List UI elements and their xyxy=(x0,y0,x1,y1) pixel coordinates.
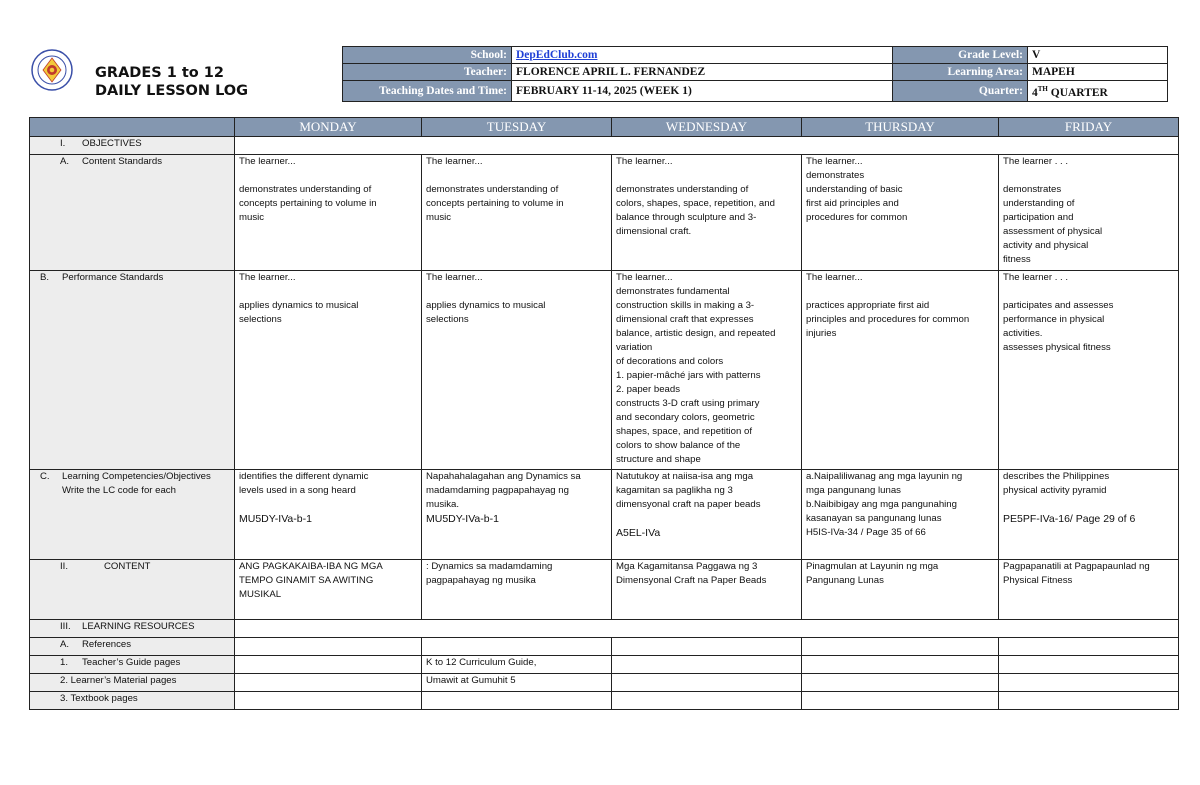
cell-line: identifies the different dynamic xyxy=(239,471,369,482)
cell-line: constructs 3-D craft using primary xyxy=(616,398,760,409)
cell-line: The learner... xyxy=(239,156,296,167)
grade-level-value: V xyxy=(1028,47,1168,64)
cell-line: participates and assesses xyxy=(1003,300,1114,311)
quarter-suffix: TH xyxy=(1037,85,1048,93)
grade-level-label: Grade Level: xyxy=(893,47,1028,64)
cell-line: TEMPO GINAMIT SA AWITING xyxy=(239,575,374,586)
cell xyxy=(422,155,612,271)
cell-line: Natutukoy at naiisa-isa ang mga xyxy=(616,471,754,482)
cell-line: procedures for common xyxy=(806,212,908,223)
objectives-label: I. OBJECTIVES xyxy=(30,137,235,155)
cell-line: shapes, space, and repetition of xyxy=(616,426,753,437)
cell xyxy=(999,674,1179,692)
cell-line: 1. papier-mâché jars with patterns xyxy=(616,370,761,381)
learning-resources-span-cell xyxy=(235,620,1179,638)
cell-line: selections xyxy=(426,314,469,325)
cell-line: ANG PAGKAKAIBA-IBA NG MGA xyxy=(239,561,383,572)
cell-line: The learner... xyxy=(239,272,296,283)
cell-line: of decorations and colors xyxy=(616,356,724,367)
cell-line: mga pangunang lunas xyxy=(806,485,901,496)
cell-line: injuries xyxy=(806,328,837,339)
cell-line: understanding of xyxy=(1003,198,1075,209)
cell-line: The learner... xyxy=(426,272,483,283)
cell xyxy=(235,656,422,674)
cell-line: describes the Philippines xyxy=(1003,471,1110,482)
cell-line xyxy=(1003,498,1174,512)
cell xyxy=(235,692,422,710)
cell xyxy=(999,638,1179,656)
cell xyxy=(612,692,802,710)
cell-line: madamdaming pagpapahayag ng xyxy=(426,485,569,496)
lesson-log-table xyxy=(29,117,1179,710)
cell xyxy=(612,560,802,620)
quarter-word: QUARTER xyxy=(1047,86,1108,99)
cell-line: Physical Fitness xyxy=(1003,575,1073,586)
cell-line: The learner... xyxy=(806,272,863,283)
references-label: A. References xyxy=(30,638,235,656)
row-references xyxy=(30,638,1179,656)
cell-line: colors, shapes, space, repetition, and xyxy=(616,198,775,209)
cell-line xyxy=(1003,169,1174,183)
teachers-guide-label: 1. Teacher’s Guide pages xyxy=(30,656,235,674)
cell xyxy=(802,638,999,656)
cell-line: structure and shape xyxy=(616,454,701,465)
deped-seal-logo xyxy=(31,49,73,91)
cell xyxy=(422,470,612,560)
cell-line: a.Naipaliliwanag ang mga layunin ng xyxy=(806,471,963,482)
row-content xyxy=(30,560,1179,620)
cell-line xyxy=(426,169,607,183)
cell-line: 2. paper beads xyxy=(616,384,681,395)
cell xyxy=(235,271,422,470)
cell-line: H5IS-IVa-34 / Page 35 of 66 xyxy=(806,527,926,538)
cell-line: assessment of physical xyxy=(1003,226,1103,237)
cell-line: : Dynamics sa madamdaming xyxy=(426,561,553,572)
cell xyxy=(802,470,999,560)
cell-line: Pangunang Lunas xyxy=(806,575,884,586)
cell-line xyxy=(239,285,417,299)
cell-line: MU5DY-IVa-b-1 xyxy=(426,513,499,525)
learning-area-label: Learning Area: xyxy=(893,64,1028,81)
cell-line: The learner... xyxy=(616,272,673,283)
cell-line: b.Naibibigay ang mga pangunahing xyxy=(806,499,957,510)
row-learners-material xyxy=(30,674,1179,692)
teacher-label: Teacher: xyxy=(343,64,512,81)
cell-line xyxy=(616,512,797,526)
cell xyxy=(999,560,1179,620)
cell xyxy=(612,656,802,674)
cell-line: demonstrates xyxy=(1003,184,1062,195)
content-standards-label: A. Content Standards xyxy=(30,155,235,271)
learning-resources-label: III. LEARNING RESOURCES xyxy=(30,620,235,638)
cell-line: music xyxy=(239,212,265,223)
cell xyxy=(999,155,1179,271)
cell-line: Dimensyonal Craft na Paper Beads xyxy=(616,575,767,586)
cell-line: variation xyxy=(616,342,653,353)
cell-line: applies dynamics to musical xyxy=(426,300,546,311)
cell xyxy=(612,470,802,560)
cell-line: The learner... xyxy=(426,156,483,167)
learners-material-label: 2. Learner’s Material pages xyxy=(30,674,235,692)
cell-line: concepts pertaining to volume in xyxy=(426,198,564,209)
cell-line: balance, artistic design, and repeated xyxy=(616,328,776,339)
cell-line: concepts pertaining to volume in xyxy=(239,198,377,209)
cell-line: The learner... xyxy=(806,156,863,167)
school-link[interactable]: DepEdClub.com xyxy=(516,49,598,61)
row-textbook xyxy=(30,692,1179,710)
row-content-standards xyxy=(30,155,1179,271)
cell-line: dimensional craft. xyxy=(616,226,692,237)
cell-line: Pinagmulan at Layunin ng mga xyxy=(806,561,939,572)
cell xyxy=(235,560,422,620)
school-label: School: xyxy=(343,47,512,64)
cell-line: dimensional craft that expresses xyxy=(616,314,754,325)
cell xyxy=(612,674,802,692)
cell xyxy=(235,638,422,656)
cell-line xyxy=(239,169,417,183)
cell xyxy=(235,470,422,560)
day-header-row xyxy=(30,118,1179,137)
cell-line xyxy=(806,285,994,299)
cell-line: The learner... xyxy=(616,156,673,167)
page-title xyxy=(95,64,248,100)
quarter-value xyxy=(1028,81,1168,102)
cell-line: first aid principles and xyxy=(806,198,899,209)
cell xyxy=(802,271,999,470)
school-value xyxy=(512,47,893,64)
textbook-label: 3. Textbook pages xyxy=(30,692,235,710)
cell-line: MU5DY-IVa-b-1 xyxy=(239,513,312,525)
cell xyxy=(612,155,802,271)
cell xyxy=(999,692,1179,710)
cell xyxy=(802,692,999,710)
competencies-label: C. Learning Competencies/Objectives Write the LC code for each xyxy=(30,470,235,560)
cell xyxy=(422,692,612,710)
cell xyxy=(802,656,999,674)
cell-line xyxy=(1003,285,1174,299)
cell xyxy=(999,656,1179,674)
teachers-guide-tuesday: K to 12 Curriculum Guide, xyxy=(422,656,612,674)
teaching-dates-label: Teaching Dates and Time: xyxy=(343,81,512,102)
cell-line: demonstrates xyxy=(806,170,865,181)
cell-line: Mga Kagamitansa Paggawa ng 3 xyxy=(616,561,758,572)
cell-line: selections xyxy=(239,314,282,325)
cell-line: kasanayan sa pangunang lunas xyxy=(806,513,942,524)
day-tuesday: TUESDAY xyxy=(422,118,612,137)
row-objectives xyxy=(30,137,1179,155)
cell-line: demonstrates understanding of xyxy=(426,184,559,195)
cell-line: demonstrates fundamental xyxy=(616,286,730,297)
cell-line: fitness xyxy=(1003,254,1031,265)
cell-line: construction skills in making a 3- xyxy=(616,300,755,311)
day-wednesday: WEDNESDAY xyxy=(612,118,802,137)
cell-line: music xyxy=(426,212,452,223)
cell-line: The learner . . . xyxy=(1003,156,1069,167)
cell-line: performance in physical xyxy=(1003,314,1105,325)
cell-line: principles and procedures for common xyxy=(806,314,970,325)
cell-line: demonstrates understanding of xyxy=(239,184,372,195)
cell-line: physical activity pyramid xyxy=(1003,485,1107,496)
title-line-2: DAILY LESSON LOG xyxy=(95,83,249,99)
cell xyxy=(235,674,422,692)
cell xyxy=(999,470,1179,560)
cell xyxy=(235,155,422,271)
row-learning-resources xyxy=(30,620,1179,638)
cell xyxy=(802,674,999,692)
quarter-number: 4 xyxy=(1032,86,1038,99)
header-info-table xyxy=(342,46,1168,102)
performance-standards-label: B. Performance Standards xyxy=(30,271,235,470)
cell-line: activities. xyxy=(1003,328,1043,339)
cell xyxy=(422,271,612,470)
cell-line: applies dynamics to musical xyxy=(239,300,359,311)
cell-line xyxy=(616,169,797,183)
cell xyxy=(612,271,802,470)
teaching-dates-value: FEBRUARY 11-14, 2025 (WEEK 1) xyxy=(512,81,893,102)
cell xyxy=(802,560,999,620)
row-performance-standards xyxy=(30,271,1179,470)
learning-area-value: MAPEH xyxy=(1028,64,1168,81)
teacher-value: FLORENCE APRIL L. FERNANDEZ xyxy=(512,64,893,81)
cell-line xyxy=(239,498,417,512)
learners-material-tuesday: Umawit at Gumuhit 5 xyxy=(422,674,612,692)
corner-cell xyxy=(30,118,235,137)
cell-line: pagpapahayag ng musika xyxy=(426,575,536,586)
cell xyxy=(422,560,612,620)
cell-line xyxy=(426,285,607,299)
row-teachers-guide xyxy=(30,656,1179,674)
cell-line: The learner . . . xyxy=(1003,272,1069,283)
cell-line: demonstrates understanding of xyxy=(616,184,749,195)
row-competencies xyxy=(30,470,1179,560)
objectives-span-cell xyxy=(235,137,1179,155)
cell xyxy=(612,638,802,656)
cell xyxy=(999,271,1179,470)
day-monday: MONDAY xyxy=(235,118,422,137)
cell-line: balance through sculpture and 3- xyxy=(616,212,757,223)
cell-line: Napahahalagahan ang Dynamics sa xyxy=(426,471,581,482)
cell xyxy=(802,155,999,271)
title-line-1: GRADES 1 to 12 xyxy=(95,65,224,81)
cell-line: dimensyonal craft na paper beads xyxy=(616,499,761,510)
day-thursday: THURSDAY xyxy=(802,118,999,137)
cell-line: practices appropriate first aid xyxy=(806,300,930,311)
cell-line: A5EL-IVa xyxy=(616,527,661,539)
cell-line: kagamitan sa paglikha ng 3 xyxy=(616,485,733,496)
cell xyxy=(422,638,612,656)
cell-line: participation and xyxy=(1003,212,1074,223)
content-label: II. CONTENT xyxy=(30,560,235,620)
cell-line: PE5PF-IVa-16/ Page 29 of 6 xyxy=(1003,513,1136,525)
cell-line: understanding of basic xyxy=(806,184,903,195)
cell-line: and secondary colors, geometric xyxy=(616,412,755,423)
cell-line: levels used in a song heard xyxy=(239,485,356,496)
day-friday: FRIDAY xyxy=(999,118,1179,137)
cell-line: assesses physical fitness xyxy=(1003,342,1111,353)
cell-line: musika. xyxy=(426,499,460,510)
cell-line: activity and physical xyxy=(1003,240,1089,251)
quarter-label: Quarter: xyxy=(893,81,1028,102)
cell-line: colors to show balance of the xyxy=(616,440,741,451)
cell-line: MUSIKAL xyxy=(239,589,282,600)
cell-line: Pagpapanatili at Pagpapaunlad ng xyxy=(1003,561,1150,572)
